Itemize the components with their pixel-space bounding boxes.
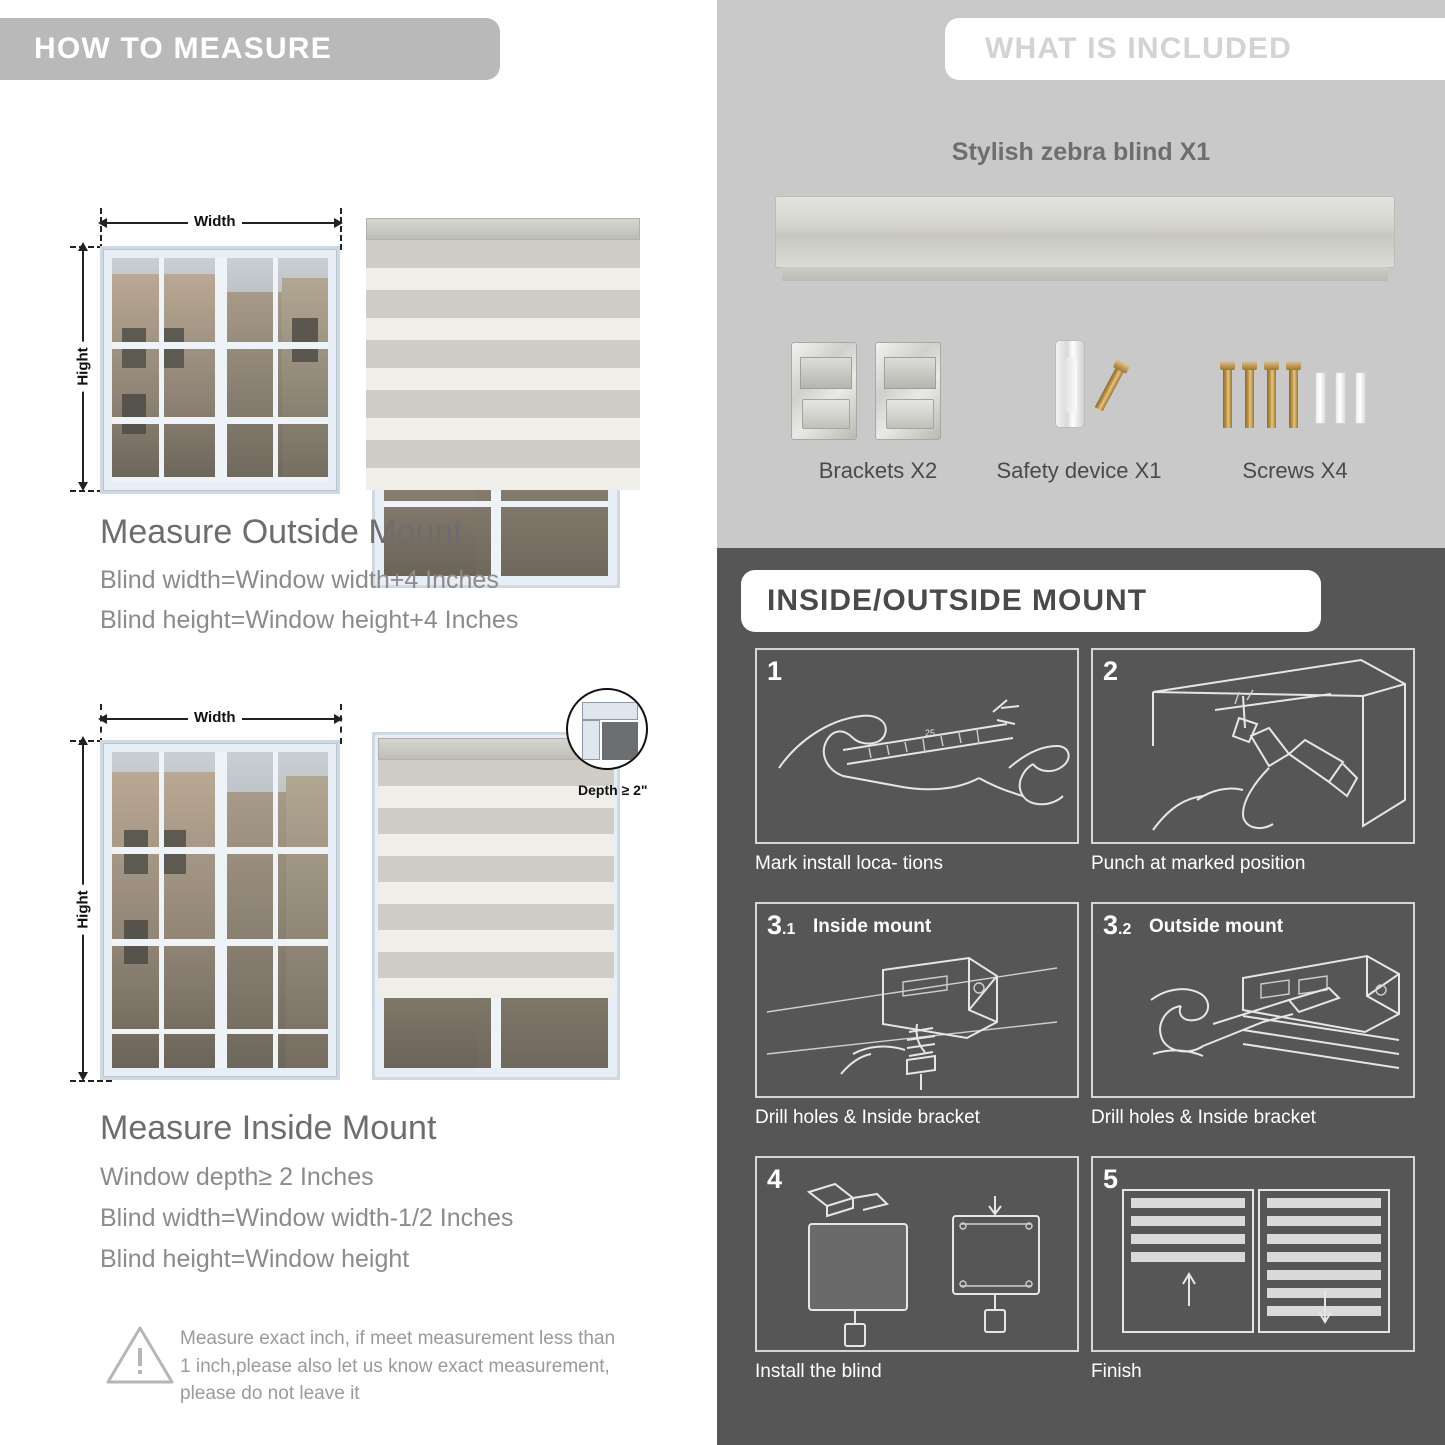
zebra-blind-product-image: [775, 196, 1395, 268]
step-2-caption: Punch at marked position: [1091, 853, 1306, 874]
step-3-2-caption: Drill holes & Inside bracket: [1091, 1107, 1316, 1128]
step-3-1-illustration: [755, 902, 1079, 1098]
inside-outside-mount-banner: [741, 570, 1321, 632]
step-3-2-mode-label: Outside mount: [1149, 916, 1284, 937]
outside-line-1: Blind width=Window width+4 Inches: [100, 566, 499, 594]
inside-width-ext-right: [340, 704, 342, 744]
anchor-icon-1: [1315, 372, 1326, 424]
window-center-mullion: [215, 258, 227, 482]
outside-height-arrow-down: [78, 482, 88, 491]
window3-muntin-2: [273, 752, 278, 1068]
brackets-label: Brackets X2: [818, 458, 938, 483]
building-window-c: [122, 394, 146, 434]
outside-height-arrow-up: [78, 242, 88, 251]
depth-label: Depth ≥ 2": [578, 782, 648, 798]
bracket-icon: [791, 342, 857, 440]
screw-icon-3: [1267, 368, 1276, 428]
inside-width-arrow-left: [98, 714, 107, 724]
safety-device-icon: [1055, 340, 1085, 428]
step-5-number: 5: [1103, 1164, 1119, 1194]
inside-outside-mount-title: INSIDE/OUTSIDE MOUNT: [767, 584, 1148, 617]
screw-icon-2: [1245, 368, 1254, 428]
outside-width-arrow-right: [334, 218, 343, 228]
step-3-2: [1091, 902, 1415, 1129]
zebra-blind-outside: [366, 218, 640, 490]
screws-label: Screws X4: [1242, 458, 1348, 483]
anchor-icon-2: [1335, 372, 1346, 424]
step-2-illustration: [1091, 648, 1415, 844]
window3-muntin-3: [112, 1029, 328, 1034]
inside-line-1: Window depth≥ 2 Inches: [100, 1163, 374, 1191]
outside-width-arrow-left: [98, 218, 107, 228]
what-is-included-banner: [945, 18, 1445, 80]
inside-height-arrow-down: [78, 1072, 88, 1081]
step-5: [1091, 1156, 1415, 1383]
window-muntin-3: [112, 477, 328, 482]
step-1-illustration: [755, 648, 1079, 844]
inside-width-label: Width: [188, 709, 242, 726]
measure-note-text: Measure exact inch, if meet measurement less than 1 inch,please also let us know exact measurement, please do not leave it: [180, 1328, 616, 1405]
how-to-measure-panel: [0, 0, 712, 1445]
step-2: [1091, 648, 1415, 875]
step-1-number: 1: [767, 656, 783, 686]
step-3-1-substep: .1: [782, 921, 796, 938]
outside-line-2: Blind height=Window height+4 Inches: [100, 606, 519, 634]
window-muntin-2: [273, 258, 278, 482]
step-3-1-number: 3.1: [767, 910, 796, 940]
step-2-number: 2: [1103, 656, 1119, 686]
outside-width-ext-left: [100, 208, 102, 250]
screw-icon-small: [1095, 367, 1125, 412]
inside-height-ext-bottom: [70, 1080, 112, 1082]
outside-mount-figure: [0, 100, 712, 520]
step-4-number: 4: [767, 1164, 783, 1194]
inside-line-2: Blind width=Window width-1/2 Inches: [100, 1204, 514, 1232]
step-4-caption: Install the blind: [755, 1361, 882, 1382]
inside-mount-figure: [0, 696, 712, 1116]
svg-text:25: 25: [925, 728, 936, 738]
inside-width-arrow-right: [334, 714, 343, 724]
what-is-included-title: WHAT IS INCLUDED: [985, 32, 1292, 65]
bracket-icon-2: [875, 342, 941, 440]
blind-headrail: [366, 218, 640, 240]
outside-width-label: Width: [188, 213, 242, 230]
how-to-measure-title: HOW TO MEASURE: [34, 32, 332, 65]
inside-line-3: Blind height=Window height: [100, 1245, 410, 1273]
step-3-2-substep: .2: [1118, 921, 1132, 938]
window-photo-outside: [100, 246, 340, 494]
step-3-2-illustration: [1091, 902, 1415, 1098]
inside-height-arrow-up: [78, 736, 88, 745]
inside-height-label: Hight: [75, 884, 92, 934]
blind-fabric: [366, 240, 640, 490]
step-3-1-mode-label: Inside mount: [813, 916, 932, 937]
step-1-caption: Mark install loca- tions: [755, 853, 943, 874]
window3-rail-1: [112, 847, 328, 854]
anchor-icon-3: [1355, 372, 1366, 424]
outside-mount-heading: Measure Outside Mount: [100, 513, 463, 551]
building-window-d: [292, 318, 318, 362]
window2-rail: [384, 501, 608, 507]
zebra-blind-inside: [378, 738, 614, 998]
window-muntin-1: [159, 258, 164, 482]
step-1: [755, 648, 1079, 875]
product-title: Stylish zebra blind X1: [951, 138, 1211, 166]
warning-triangle-icon: [104, 1322, 176, 1388]
window-rail-2: [112, 417, 328, 424]
screw-icon-4: [1289, 368, 1298, 428]
step-3-1: [755, 902, 1079, 1129]
outside-width-ext-right: [340, 208, 342, 250]
depth-callout-icon: [566, 688, 648, 770]
window-rail-1: [112, 342, 328, 349]
how-to-measure-banner: [0, 18, 500, 80]
inside-width-ext-left: [100, 704, 102, 744]
callout-side-jamb: [582, 720, 600, 760]
safety-device-label: Safety device X1: [996, 458, 1162, 483]
window3-muntin-1: [159, 752, 164, 1068]
step-3-2-number: 3.2: [1103, 910, 1132, 940]
window3-mullion: [215, 752, 227, 1068]
step-4-illustration: [755, 1156, 1079, 1352]
step-5-illustration: [1091, 1156, 1415, 1352]
what-is-included-panel: [717, 0, 1445, 548]
screw-icon-1: [1223, 368, 1232, 428]
building-left: [112, 274, 218, 482]
step-4: [755, 1156, 1079, 1383]
inside-outside-mount-panel: [717, 548, 1445, 1445]
building-3b: [218, 792, 290, 1068]
step-3-1-caption: Drill holes & Inside bracket: [755, 1107, 980, 1128]
window3-rail-2: [112, 939, 328, 946]
callout-glass: [602, 722, 638, 760]
window-photo-inside: [100, 740, 340, 1080]
building-3c: [286, 776, 328, 1068]
inside-mount-heading: Measure Inside Mount: [100, 1109, 437, 1147]
building-right: [282, 278, 328, 482]
callout-top-jamb: [582, 702, 638, 720]
step-5-caption: Finish: [1091, 1361, 1142, 1382]
outside-height-label: Hight: [75, 341, 92, 391]
